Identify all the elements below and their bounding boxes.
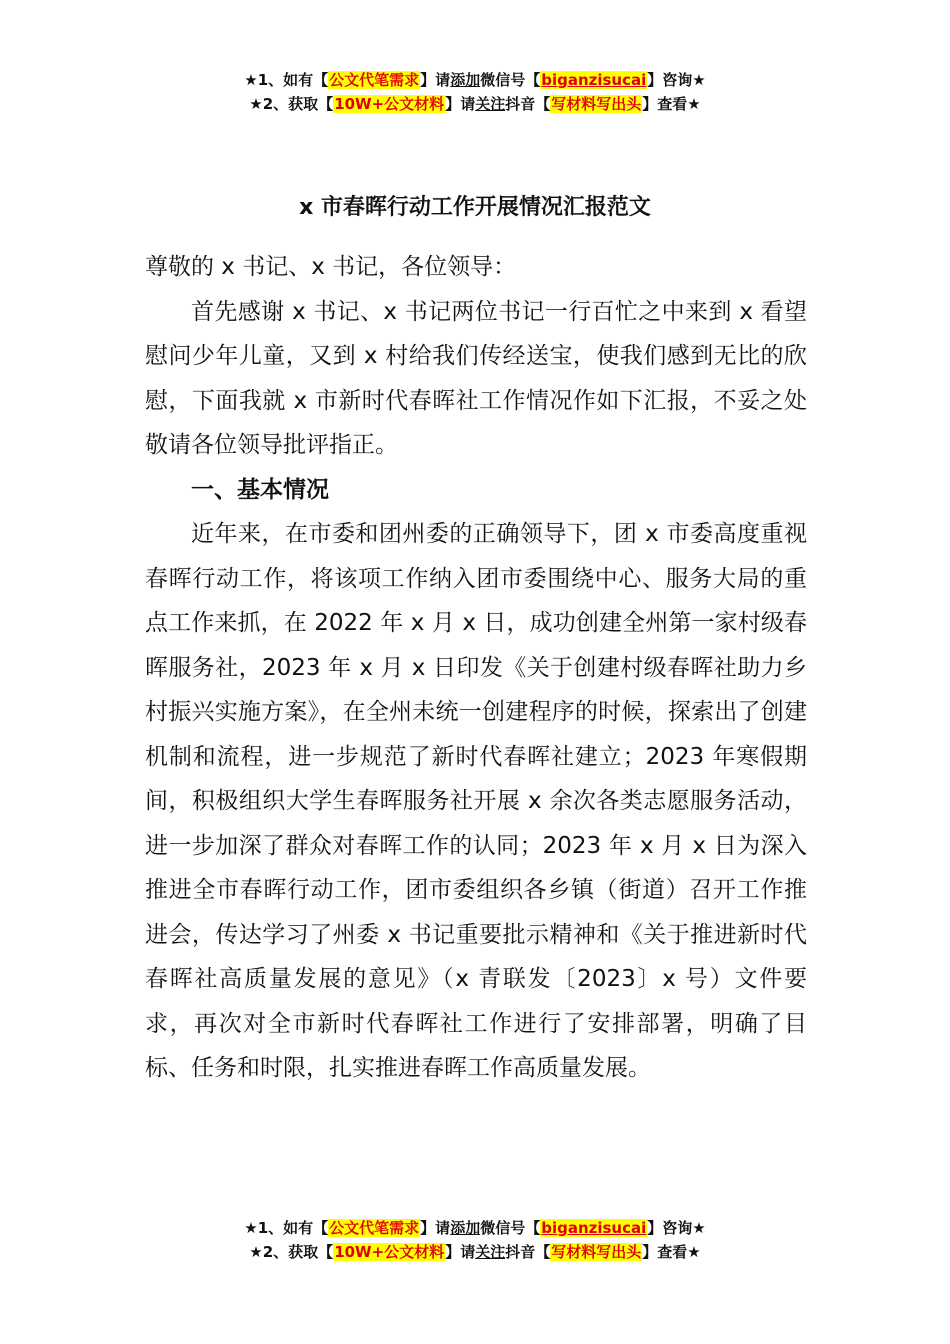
- promo-line-2: [0, 92, 950, 116]
- promo-text: 】请: [420, 71, 451, 89]
- document-body: [145, 245, 807, 1091]
- promo-text: 微信号【: [480, 1219, 541, 1237]
- promo-line-2: [0, 1240, 950, 1264]
- promo-text-underlined: 关注: [475, 1243, 506, 1261]
- promo-text: 】查看★: [642, 1243, 701, 1261]
- promo-text: 】咨询★: [647, 1219, 706, 1237]
- promo-text: ★2、获取【: [249, 95, 334, 113]
- document-title: x 市春晖行动工作开展情况汇报范文: [299, 195, 651, 220]
- promo-highlight: 10W+公文材料: [334, 95, 445, 113]
- douyin-account-highlight: 写材料写出头: [551, 95, 642, 113]
- promo-text: 抖音【: [505, 95, 551, 113]
- promo-text: 】请: [420, 1219, 451, 1237]
- promo-banner-top: [0, 68, 950, 116]
- promo-text-underlined: 添加: [450, 71, 481, 89]
- promo-text: ★1、如有【: [244, 71, 329, 89]
- promo-text: 抖音【: [505, 1243, 551, 1261]
- promo-text: ★2、获取【: [249, 1243, 334, 1261]
- douyin-account-highlight: 写材料写出头: [551, 1243, 642, 1261]
- paragraph-basic-situation: 近年来，在市委和团州委的正确领导下，团 x 市委高度重视春晖行动工作，将该项工作纳入团市委围绕中心、服务大局的重点工作来抓，在 2022 年 x 月 x 日，成功创建全州第一家村级春晖服务社，2023 年 x 月 x 日印发《关于创建村级春晖社助力乡村振兴实施方案》，在全州未统一创建程序的时候，探索出了创建机制和流程，进一步规范了新时代春晖社建立；2023 年寒假期间，积极组织大学生春晖服务社开展 x 余次各类志愿服务活动，进一步加深了群众对春晖工作的认同；2023 年 x 月 x 日为深入推进全市春晖行动工作，团市委组织各乡镇（街道）召开工作推进会，传达学习了州委 x 书记重要批示精神和《关于推进新时代春晖社高质量发展的意见》（x 青联发〔2023〕x 号）文件要求，再次对全市新时代春晖社工作进行了安排部署，明确了目标、任务和时限，扎实推进春晖工作高质量发展。: [145, 521, 807, 1081]
- promo-line-1: [0, 68, 950, 92]
- promo-line-1: [0, 1216, 950, 1240]
- promo-highlight: 公文代笔需求: [329, 1219, 420, 1237]
- promo-text: ★1、如有【: [244, 1219, 329, 1237]
- promo-highlight: 10W+公文材料: [334, 1243, 445, 1261]
- promo-text: 】咨询★: [647, 71, 706, 89]
- wechat-id-link[interactable]: biganzisucai: [541, 71, 647, 89]
- promo-text: 】查看★: [642, 95, 701, 113]
- salutation: 尊敬的 x 书记、x 书记，各位领导：: [145, 254, 517, 280]
- paragraph-intro: 首先感谢 x 书记、x 书记两位书记一行百忙之中来到 x 看望慰问少年儿童，又到 x 村给我们传经送宝，使我们感到无比的欣慰，下面我就 x 市新时代春晖社工作情况作如下汇报，不妥之处敬请各位领导批评指正。: [145, 298, 807, 458]
- promo-banner-bottom: [0, 1216, 950, 1264]
- promo-text: 】请: [445, 95, 476, 113]
- promo-highlight: 公文代笔需求: [329, 71, 420, 89]
- promo-text: 】请: [445, 1243, 476, 1261]
- section-heading: 一、基本情况: [191, 476, 329, 503]
- promo-text-underlined: 添加: [450, 1219, 481, 1237]
- promo-text-underlined: 关注: [475, 95, 506, 113]
- wechat-id-link[interactable]: biganzisucai: [541, 1219, 647, 1237]
- promo-text: 微信号【: [480, 71, 541, 89]
